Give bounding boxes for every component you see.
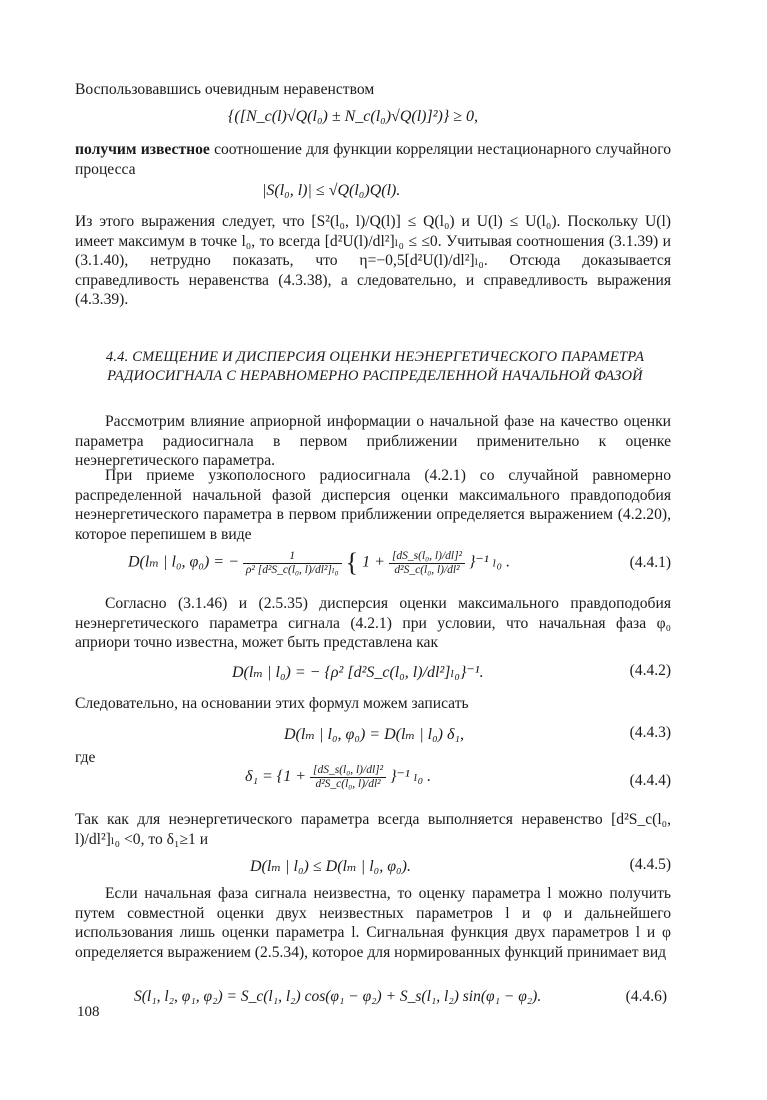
eq441-fraction-2: $\frac{\text{[dS\_s(l₀, l)/dl]²}}{\text{d²S\_c(l₀, l)/dl²}}$: [389, 550, 465, 577]
paragraph-unknown-phase: Если начальная фаза сигнала неизвестна, то оценку параметра l можно получить путем совместной оценки двух неизвестных параметров l и φ и дальнейшего использования лишь оценки параметра l. Сигнальная функция двух параметров l и φ определяется выражением (2.5.34), которое для нормированных функций принимает вид: [75, 885, 671, 961]
paragraph-narrowband: При приеме узкополосного радиосигнала (4.2.1) со случайной равномерно распределенной начальной фазой дисперсия оценки максимального правдоподобия неэнергетического параметра в первом приближении определяется выражением (4.2.20), которое перепишем в виде: [75, 467, 671, 543]
paragraph-correlation-text: соотношение для функции корреляции нестационарного случайного процесса: [75, 141, 671, 178]
paragraph-consider: Рассмотрим влияние априорной информации о начальной фазе на качество оценки параметра радиосигнала в первом приближении применительно к оценке неэнергетического параметра.: [75, 413, 671, 470]
paragraph-intro: Воспользовавшись очевидным неравенством: [75, 81, 375, 98]
eq441-tail: }⁻¹ ₗ₀ .: [469, 553, 511, 571]
paragraph-nonenergetic: Так как для неэнергетического параметра всегда выполняется неравенство [d²S_c(l₀, l)/dl²]ₗ₀ <0, то δ₁≥1 и: [75, 811, 671, 848]
eq444-tail: }⁻¹ ₗ₀ .: [390, 768, 432, 786]
bold-lead: получим известное: [75, 141, 210, 158]
paragraph-correlation: [75, 140, 671, 179]
equation-number-4-4-1: (4.4.1): [629, 554, 671, 571]
equation-number-4-4-4: (4.4.4): [629, 772, 671, 789]
page-number: 108: [77, 1004, 100, 1020]
equation-4-4-4: [245, 764, 431, 791]
equation-4-4-3: D(lₘ | l₀, φ₀) = D(lₘ | l₀) δ₁,: [284, 726, 464, 743]
paragraph-according: Согласно (3.1.46) и (2.5.35) дисперсия оценки максимального правдоподобия неэнергетического параметра сигнала (4.2.1) при условии, что начальная фаза φ₀ априори точно известна, может быть представлена как: [75, 595, 671, 652]
paragraph-therefore: Следовательно, на основании этих формул можем записать: [75, 695, 469, 712]
equation-4-4-2: D(lₘ | l₀) = − {ρ² [d²S_c(l₀, l)/dl²]ₗ₀}⁻¹.: [232, 664, 484, 681]
eq441-mid: 1 +: [362, 553, 385, 571]
equation-correlation-bound: |S(l₀, l)| ≤ √Q(l₀)Q(l).: [262, 182, 401, 199]
equation-4-4-5: D(lₘ | l₀) ≤ D(lₘ | l₀, φ₀).: [250, 858, 411, 875]
equation-number-4-4-3: (4.4.3): [629, 724, 671, 741]
eq441-fraction-1: $\frac{1}{\text{ρ² [d²S\_c(l₀, l)/dl²]ₗ₀}}$: [243, 550, 342, 577]
section-heading: 4.4. СМЕЩЕНИЕ И ДИСПЕРСИЯ ОЦЕНКИ НЕЭНЕРГЕТИЧЕСКОГО ПАРАМЕТРА РАДИОСИГНАЛА С НЕРАВНОМЕРНО РАСПРЕДЕЛЕННОЙ НАЧАЛЬНОЙ ФАЗОЙ: [105, 349, 645, 384]
equation-number-4-4-2: (4.4.2): [629, 662, 671, 679]
equation-inequality: {([N_c(l)√Q(l₀) ± N_c(l₀)√Q(l)]²)} ≥ 0,: [228, 108, 479, 125]
equation-4-4-6: S(l₁, l₂, φ₁, φ₂) = S_c(l₁, l₂) cos(φ₁ − φ₂) + S_s(l₁, l₂) sin(φ₁ − φ₂).: [134, 988, 542, 1005]
paragraph-where: где: [75, 749, 96, 766]
equation-number-4-4-6: (4.4.6): [625, 988, 667, 1005]
eq444-fraction: $\frac{\text{[dS\_s(l₀, l)/dl]²}}{\text{d²S\_c(l₀, l)/dl²}}$: [310, 764, 386, 791]
paragraph-consequence: Из этого выражения следует, что [S²(l₀, l)/Q(l)] ≤ Q(l₀) и U(l) ≤ U(l₀). Поскольку U(l) имеет максимум в точке l₀, то всегда [d²U(l)/dl²]ₗ₀ ≤ ≤0. Учитывая соотношения (3.1.39) и (3.1.40), нетрудно показать, что η=−0,5[d²U(l)/dl²]ₗ₀. Отсюда доказывается справедливость неравенства (4.3.38), а следовательно, и справедливость выражения (4.3.39).: [75, 213, 671, 309]
brace-open: {: [345, 548, 359, 577]
eq441-lhs: D(lₘ | l₀, φ₀) = −: [128, 553, 239, 571]
equation-4-4-1: [128, 548, 510, 578]
eq444-lhs: δ₁ = {1 +: [245, 768, 306, 786]
equation-number-4-4-5: (4.4.5): [629, 856, 671, 873]
